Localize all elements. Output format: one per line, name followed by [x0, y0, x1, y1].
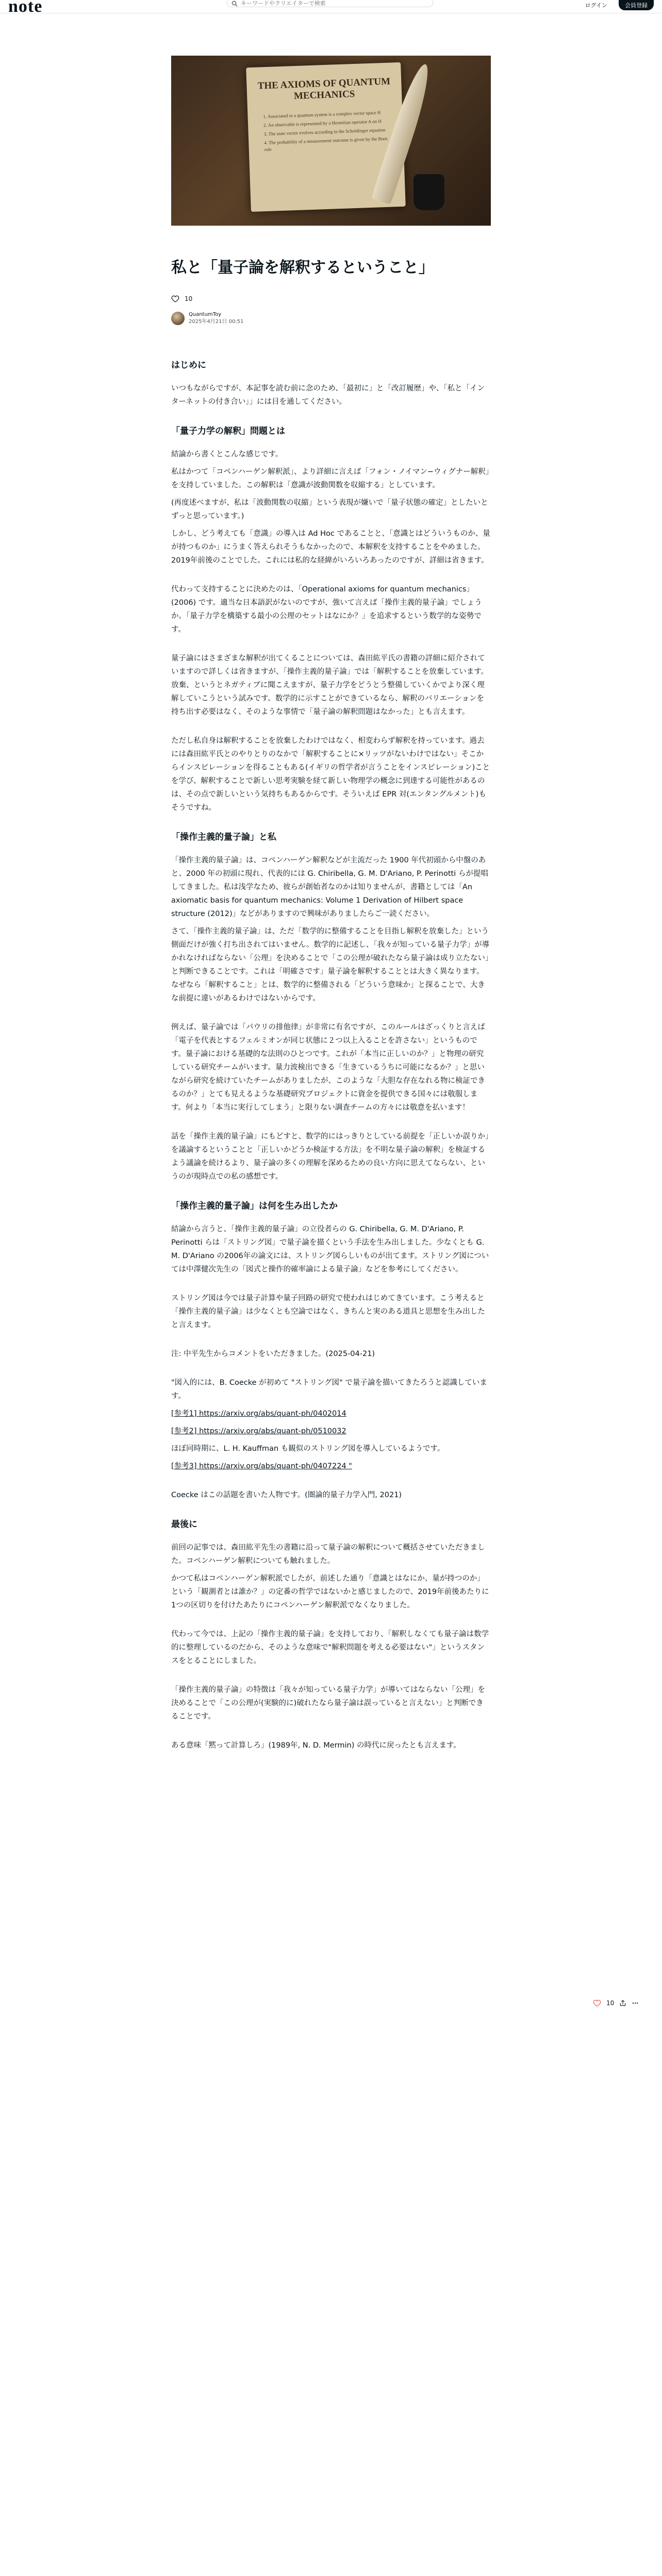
floating-like-count: 10	[606, 1999, 615, 2007]
like-row	[171, 295, 192, 303]
header-actions	[580, 0, 654, 10]
article-body	[171, 358, 491, 1768]
like-count: 10	[185, 295, 193, 302]
quote-line: ほぼ同時期に、L. H. Kauffman も観似のストリング図を導入しているようです。	[171, 1445, 445, 1453]
article-title: 私と「量子論を解釈するということ」	[171, 259, 434, 277]
paragraph: ある意味「黙って計算しろ」(1989年, N. D. Mermin) の時代に戻ったとも言えます。	[171, 1741, 461, 1750]
paragraph: 例えば、量子論では「パウリの排他律」が非常に有名ですが、このルールはざっくりと言えば「電子を代表とするフェルミオンが同じ状態に２つ以上入ることを許さない」というものです。量子論における基礎的な法則のひとつです。これが「本当に正しいのか？」と物理の研究している研究チームがいます。量力波検出できる「生きているうちに可能になるか？」と思いながら研究を続けていたチームがありましたが、このような「大胆な存在なれる物に検証できるのか？」とても見えるような基礎研究プロジェクトに資金を提供できる国々には敬服します。何より「本当に実行してしまう」と限りない調査チームの方々には敬意を払います！	[171, 1023, 485, 1112]
paragraph: 注: 中平先生からコメントをいただきました。(2025-04-21)	[171, 1350, 375, 1358]
paragraph: (再度述べますが、私は「波動関数の収縮」という表現が嫌いで「量子状態の確定」としたいとずっと思っています。)	[171, 499, 488, 520]
reference-link[interactable]: [参考1] https://arxiv.org/abs/quant-ph/0402014	[171, 1410, 346, 1418]
paragraph: 結論から書くとこんな感じです。	[171, 450, 283, 459]
floating-actions	[593, 1999, 639, 2007]
author-row[interactable]	[171, 311, 244, 326]
author-name[interactable]: QuantumToy	[189, 312, 222, 317]
book-title: THE AXIOMS OF QUANTUM MECHANICS	[257, 76, 391, 102]
book-lines	[263, 109, 388, 155]
publish-date: 2025年4月21日 00:51	[189, 319, 244, 325]
paragraph: 「操作主義的量子論」の特徴は「我々が知っている量子力学」が導いてはならない「公理」を決めることで「この公理が(実験的に)破れたなら量子論は誤っていると言えない」と判断できることです。	[171, 1686, 485, 1721]
paragraph: いつもながらですが、本記事を読む前に念のため、「最初に」と「改訂履歴」や、「私と「インターネットの付き合い」」には目を通してください。	[171, 384, 485, 406]
paragraph: 話を「操作主義的量子論」にもどすと、数学的にはっきりとしている前提を「正しいか誤りか」を議論するということと「正しいかどうか検証する方法」を不明な量子論の解釈」を検証するよう議論を続けるより、量子論の多くの理解を深めるための良い方向に思えてならない、というのが現時点での私の感想です。	[171, 1132, 489, 1181]
paragraph: 代わって支持することに決めたのは、「Operational axioms for quantum mechanics」(2006) です。適当な日本語訳がないのですが、強いて言えば「操作主義的量子論」でしょうか。「量子力学を構築する最小の公理のセットはなにか？」を追求するという数学的な姿勢です。	[171, 585, 482, 634]
paragraph: Coecke はこの話題を書いた人物です。(圏論的量子力学入門, 2021)	[171, 1491, 402, 1499]
heart-icon[interactable]	[593, 1999, 601, 2007]
author-meta	[189, 311, 244, 326]
search-icon	[231, 1, 238, 7]
section-heading: はじめに	[171, 360, 206, 370]
section-heading: 最後に	[171, 1519, 197, 1530]
paragraph: しかし、どう考えても「意識」の導入は Ad Hoc であることと、「意識とはどういうものか、量が持つものか」にうまく答えられそうもなかったので、本解釈を支持することをやめました。2019年前後のことでした。これには私的な経緯がいろいろあったのですが、詳細は省きます。	[171, 530, 490, 565]
avatar[interactable]	[171, 312, 185, 325]
paragraph: ただし私自身は解釈することを放棄したわけではなく、相変わらず解釈を持っています。過去には森田紘平氏とのやりとりのなかで「解釈することに×リッツがないわけではない」そこからインスピレーションを得ることもある(イギリの哲学者が言うことをインスピレーション)ことを学び、解釈することで新しい思考実験を経て新しい物理学の概念に到達する可能性があるのは、その点で新しいという気持ちもあるからです。そういえば EPR 対(エンタングルメント)もそうですね。	[171, 737, 490, 812]
paragraph: かつて私はコペンハーゲン解釈派でしたが、前述した通り「意識とはなにか、量が持つのか」という「観測者とは誰か？」の定番の哲学ではないかと感じましたので、2019年前後あたりに1つの区切りを付けたあたりにコペンハーゲン解釈派でなくなりました。	[171, 1574, 489, 1609]
more-icon[interactable]	[632, 1999, 639, 2007]
paragraph: 前回の記事では、森田紘平先生の書籍に沿って量子論の解釈について概括させていただきました。コペンハーゲン解釈についても触れました。	[171, 1544, 485, 1565]
book-line: 3. The state vector evolves according to the Schrödinger equation	[263, 127, 386, 137]
paragraph: 結論から言うと、「操作主義的量子論」の立役者らの G. Chiribella, G. M. D'Ariano, P. Perinotti らは「ストリング図」で量子論を描くという手法を生み出しました。少なくとも G. M. D'Ariano の2006年の論文には、ストリング図らしいものが出てます。ストリング図については中澤健次先生の「図式と操作的確率論による量子論」などを参考にしてください。	[171, 1225, 489, 1274]
inkwell	[413, 174, 444, 210]
book-line: 1. Associated to a quantum system is a complex vector space H	[263, 110, 381, 120]
book-line: 2. An observable is represented by a Hermitian operator A on H	[263, 118, 382, 128]
login-link[interactable]: ログイン	[585, 2, 607, 9]
paragraph: 代わって今では、上記の「操作主義的量子論」を支持しており、「解釈しなくても量子論は数学的に整理しているのだから、そのような意味で"解釈問題を考える必要はない"」というスタンスをとることにしました。	[171, 1630, 489, 1665]
search-input[interactable]	[241, 0, 416, 7]
heart-icon[interactable]	[171, 295, 179, 303]
section-heading: 「操作主義的量子論」と私	[171, 832, 276, 842]
reference-link[interactable]: [参考2] https://arxiv.org/abs/quant-ph/0510032	[171, 1427, 346, 1435]
share-icon[interactable]	[619, 1999, 626, 2007]
top-header	[0, 0, 662, 16]
signup-button[interactable]: 会員登録	[619, 0, 654, 10]
paragraph: さて、「操作主義的量子論」は、ただ「数学的に整備することを目指し解釈を放棄した」という側面だけが強く打ち出されてはいません。数学的に記述し、「我々が知っている量子力学」が導かれなければならない「公理」を決めることで「この公理が破れたなら量子論は成り立たない」と判断できることです。これは「明確さです」量子論を解釈することとは大きく異なります。なぜなら「解釈すること」とは、数学的に整備される「どういう意味か」と探ることで、大きな前提に違いがあるわけではないからです。	[171, 927, 490, 1003]
paragraph: 量子論にはさまざまな解釈が出てくることについては、森田紘平氏の書籍の詳細に紹介されていますので詳しくは省きますが、「操作主義的量子論」では「解釈することを放棄しています。放棄、というとネガティブに聞こえますが、量子力学をどうとう整備していくかでより深く理解していこうという試みです。数学的に示すことができているなら、解釈のバリエーションを持ち出す必要はなく、そのような事情で「量子論の解釈問題はなかった」とも言えます。	[171, 654, 489, 716]
quote-line: "図入的には、B. Coecke が初めて "ストリング図" で量子論を描いてきたろうと認識しています。	[171, 1379, 487, 1400]
section-heading: 「操作主義的量子論」は何を生み出したか	[171, 1201, 338, 1211]
paragraph: 「操作主義的量子論」は、コペンハーゲン解釈などが主流だった 1900 年代初頭から中盤のあと、2000 年の初頭に現れ、代表的には G. Chiribella, G. M. D'Ariano, P. Perinotti らが提唱してきました。私は浅学なため、彼らが創始者なのかは知りませんが、書籍としては「An axiomatic basis for quantum mechanics: Volume 1 Derivation of Hilbert space structure (2012)」などがありますので興味がありましたらご一読ください。	[171, 856, 488, 918]
site-logo[interactable]: note	[8, 0, 43, 16]
section-heading: 「量子力学の解釈」問題とは	[171, 426, 285, 436]
paragraph: 私はかつて「コペンハーゲン解釈派」、より詳細に言えば「フォン・ノイマン−ウィグナー解釈」を支持していました。この解釈は「意識が波動関数を収縮する」としています。	[171, 468, 489, 489]
hero-image	[171, 56, 491, 226]
search-bar[interactable]	[227, 0, 433, 7]
book-line: 4. The probability of a measurement outcome is given by the Born rule	[264, 135, 388, 152]
paragraph: ストリング図は今では量子計算や量子回路の研究で使われはじめてきています。こう考えると「操作主義的量子論」は少なくとも空論ではなく、きちんと実のある道具と思想を生み出したと言えます。	[171, 1294, 485, 1329]
reference-link[interactable]: [参考3] https://arxiv.org/abs/quant-ph/0407224 "	[171, 1462, 352, 1470]
